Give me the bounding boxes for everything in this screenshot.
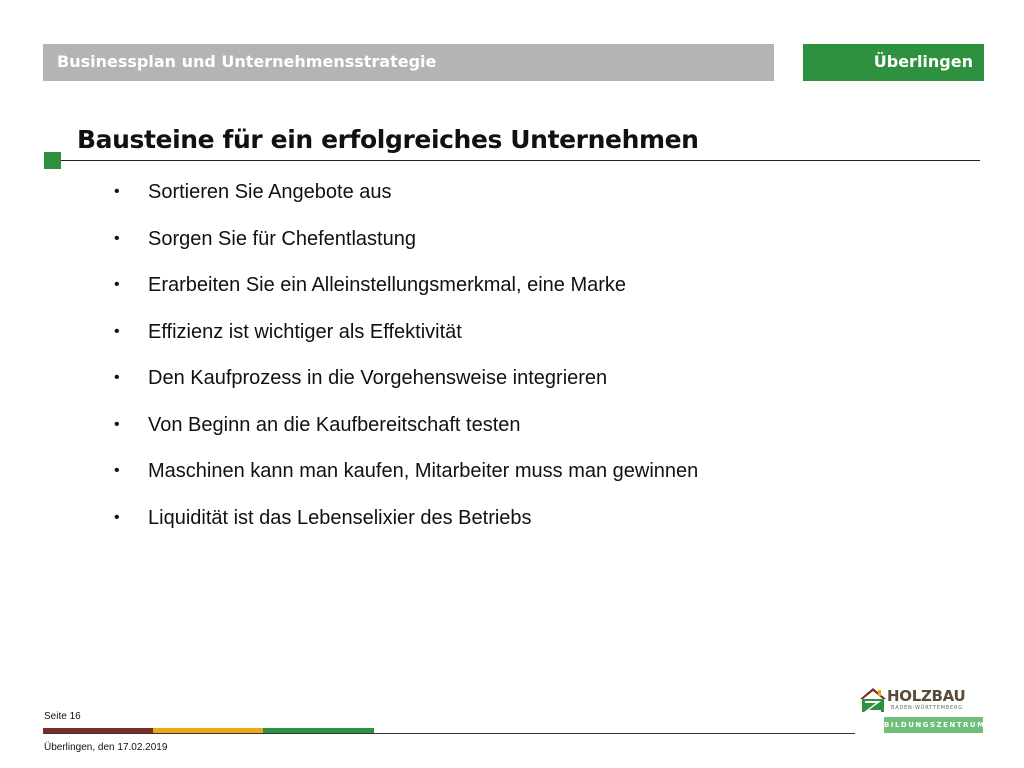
holzbau-logo [858,686,986,736]
bullet-text: Von Beginn an die Kaufbereitschaft testen [148,413,521,436]
title-accent-square [44,152,61,169]
bullet-text: Maschinen kann man kaufen, Mitarbeiter muss man gewinnen [148,460,699,482]
house-logo-icon [858,686,888,714]
bullet-dot-icon: • [114,183,120,200]
slide-title: Bausteine für ein erfolgreiches Unternehmen [77,125,699,154]
bullet-text: Liquidität ist das Lebenselixier des Betriebs [148,506,532,529]
logo-name: HOLZBAU [887,687,966,705]
page-number: Seite 16 [44,711,81,722]
title-underline [61,160,980,161]
bullet-dot-icon: • [114,462,120,479]
bullet-dot-icon: • [114,508,120,526]
footer-date: Überlingen, den 17.02.2019 [44,742,168,753]
footer-rule [43,733,855,734]
location-badge [803,44,984,81]
bullet-text: Erarbeiten Sie ein Alleinstellungsmerkmal, eine Marke [148,274,627,296]
location-label: Überlingen [873,52,973,71]
bullet-dot-icon: • [114,229,120,247]
bullet-text: Sortieren Sie Angebote aus [148,181,392,203]
bullet-dot-icon: • [114,322,120,340]
bullet-text: Sorgen Sie für Chefentlastung [148,227,416,250]
bullet-dot-icon: • [114,369,120,386]
header-course-bar [43,44,774,81]
bullet-dot-icon: • [114,415,120,433]
logo-band: BILDUNGSZENTRUM [884,717,983,733]
course-title: Businessplan und Unternehmensstrategie [57,52,437,71]
bullet-text: Effizienz ist wichtiger als Effektivität [148,320,462,343]
logo-region: BADEN-WÜRTTEMBERG [891,705,963,711]
bullet-dot-icon: • [114,276,120,293]
bullet-text: Den Kaufprozess in die Vorgehensweise integrieren [148,367,608,389]
